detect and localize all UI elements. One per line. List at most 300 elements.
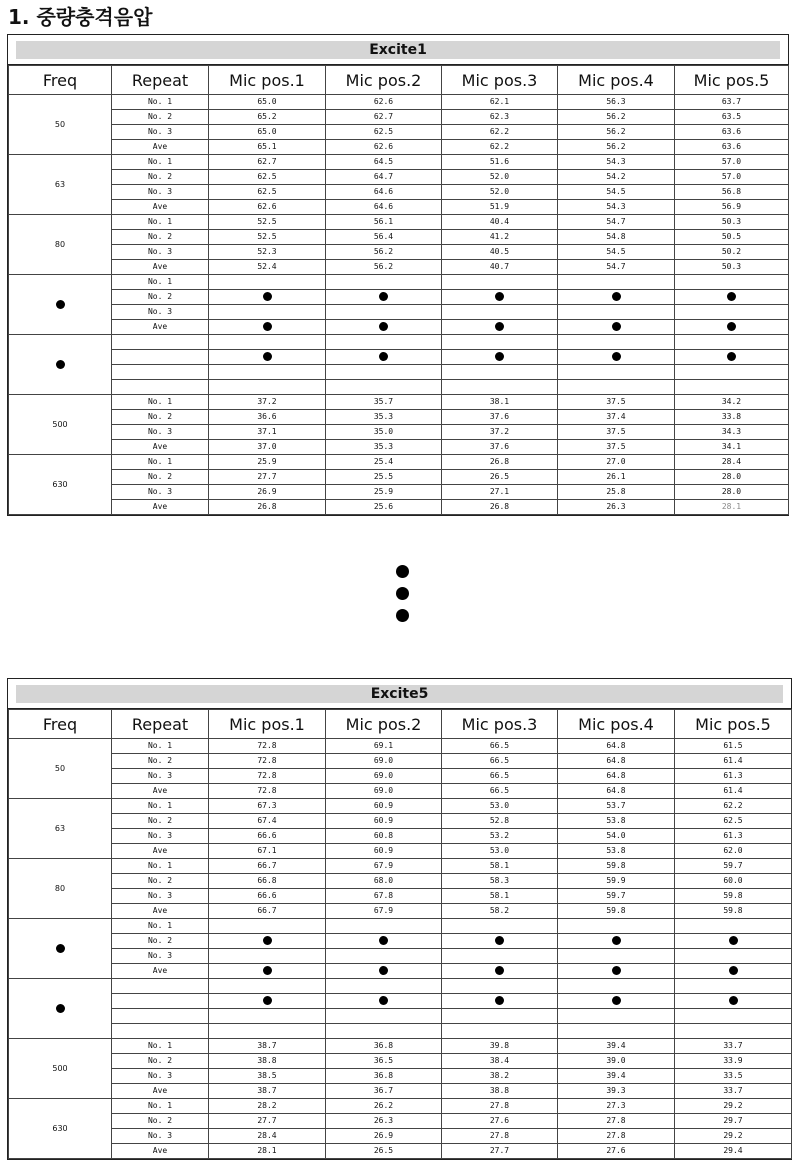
- value-cell: [558, 275, 675, 290]
- table-row: [9, 979, 792, 994]
- value-cell: 64.8: [558, 754, 675, 769]
- value-cell: [558, 1024, 675, 1039]
- value-cell: 35.7: [326, 395, 442, 410]
- value-cell: 56.2: [558, 110, 675, 125]
- dot-icon: [263, 292, 272, 301]
- value-cell: 28.1: [675, 500, 789, 515]
- freq-cell: [9, 919, 112, 979]
- table-row: [9, 335, 789, 350]
- dot-icon: [729, 936, 738, 945]
- table-row: [9, 95, 789, 110]
- value-cell: 56.2: [558, 125, 675, 140]
- value-cell: 66.6: [209, 829, 326, 844]
- table-row: [9, 395, 789, 410]
- value-cell: 56.8: [675, 185, 789, 200]
- value-cell: [558, 1009, 675, 1024]
- repeat-cell: Ave: [112, 964, 209, 979]
- repeat-cell: Ave: [112, 320, 209, 335]
- value-cell: 64.8: [558, 784, 675, 799]
- repeat-cell: [112, 335, 209, 350]
- excite1-table: [7, 34, 789, 516]
- value-cell: 64.5: [326, 155, 442, 170]
- table-row: [9, 784, 792, 799]
- value-cell: 36.8: [326, 1039, 442, 1054]
- value-cell: [209, 979, 326, 994]
- value-cell: 59.7: [675, 859, 792, 874]
- repeat-cell: No. 2: [112, 470, 209, 485]
- value-cell: 62.2: [442, 140, 558, 155]
- value-cell: 62.2: [442, 125, 558, 140]
- value-cell: 35.0: [326, 425, 442, 440]
- dot-icon: [263, 936, 272, 945]
- value-cell: [326, 1009, 442, 1024]
- value-cell: 41.2: [442, 230, 558, 245]
- table-row: [9, 829, 792, 844]
- value-cell: 33.5: [675, 1069, 792, 1084]
- value-cell: 39.0: [558, 1054, 675, 1069]
- value-cell: 72.8: [209, 739, 326, 754]
- dot-icon: [379, 936, 388, 945]
- value-cell: [558, 335, 675, 350]
- value-cell: 52.0: [442, 170, 558, 185]
- value-cell: 26.3: [326, 1114, 442, 1129]
- value-cell: 69.0: [326, 754, 442, 769]
- dot-icon: [263, 996, 272, 1005]
- value-cell: 56.2: [326, 260, 442, 275]
- value-cell: [558, 964, 675, 979]
- value-cell: [558, 290, 675, 305]
- table-row: [9, 200, 789, 215]
- table-row: [9, 215, 789, 230]
- table-row: [9, 934, 792, 949]
- freq-cell: 63: [9, 799, 112, 859]
- table-row: [9, 440, 789, 455]
- value-cell: [675, 380, 789, 395]
- value-cell: 39.4: [558, 1069, 675, 1084]
- value-cell: 38.5: [209, 1069, 326, 1084]
- dot-icon: [612, 352, 621, 361]
- value-cell: [675, 919, 792, 934]
- column-header: Repeat: [112, 710, 209, 739]
- repeat-cell: No. 2: [112, 754, 209, 769]
- value-cell: [558, 365, 675, 380]
- value-cell: 62.7: [326, 110, 442, 125]
- dot-icon: [495, 352, 504, 361]
- table-row: [9, 994, 792, 1009]
- value-cell: [442, 979, 558, 994]
- table-row: [9, 260, 789, 275]
- value-cell: [558, 979, 675, 994]
- value-cell: [326, 380, 442, 395]
- table-row: [9, 110, 789, 125]
- value-cell: 53.8: [558, 844, 675, 859]
- value-cell: [675, 275, 789, 290]
- value-cell: [209, 290, 326, 305]
- value-cell: 29.2: [675, 1099, 792, 1114]
- value-cell: [326, 979, 442, 994]
- value-cell: 54.5: [558, 245, 675, 260]
- value-cell: [209, 350, 326, 365]
- value-cell: 56.9: [675, 200, 789, 215]
- repeat-cell: No. 1: [112, 739, 209, 754]
- value-cell: [675, 320, 789, 335]
- value-cell: 37.5: [558, 395, 675, 410]
- table-row: [9, 949, 792, 964]
- value-cell: [209, 934, 326, 949]
- value-cell: 37.4: [558, 410, 675, 425]
- table-row: [9, 1099, 792, 1114]
- value-cell: [326, 290, 442, 305]
- repeat-cell: No. 1: [112, 95, 209, 110]
- value-cell: [209, 335, 326, 350]
- value-cell: 54.8: [558, 230, 675, 245]
- value-cell: 33.7: [675, 1084, 792, 1099]
- table-row: [9, 904, 792, 919]
- value-cell: 67.4: [209, 814, 326, 829]
- dot-icon: [495, 322, 504, 331]
- column-header: Repeat: [112, 66, 209, 95]
- value-cell: [209, 380, 326, 395]
- value-cell: 61.3: [675, 769, 792, 784]
- value-cell: 29.7: [675, 1114, 792, 1129]
- repeat-cell: No. 2: [112, 410, 209, 425]
- value-cell: [209, 275, 326, 290]
- table-row: [9, 125, 789, 140]
- value-cell: 62.3: [442, 110, 558, 125]
- value-cell: 66.5: [442, 739, 558, 754]
- value-cell: [326, 350, 442, 365]
- dot-icon: [56, 944, 65, 953]
- table-row: [9, 155, 789, 170]
- value-cell: 26.3: [558, 500, 675, 515]
- value-cell: 27.8: [442, 1129, 558, 1144]
- value-cell: 57.0: [675, 155, 789, 170]
- column-header: Freq: [9, 66, 112, 95]
- value-cell: 60.9: [326, 844, 442, 859]
- value-cell: 27.7: [209, 1114, 326, 1129]
- value-cell: 63.6: [675, 140, 789, 155]
- value-cell: 38.7: [209, 1039, 326, 1054]
- value-cell: 72.8: [209, 769, 326, 784]
- excite1-grid: [8, 65, 789, 515]
- repeat-cell: No. 1: [112, 1039, 209, 1054]
- value-cell: 37.5: [558, 440, 675, 455]
- value-cell: 64.8: [558, 739, 675, 754]
- value-cell: [326, 994, 442, 1009]
- value-cell: 62.6: [326, 140, 442, 155]
- value-cell: 40.4: [442, 215, 558, 230]
- value-cell: 25.8: [558, 485, 675, 500]
- vertical-ellipsis-icon: [396, 565, 409, 631]
- value-cell: [209, 919, 326, 934]
- repeat-cell: No. 1: [112, 455, 209, 470]
- value-cell: [675, 305, 789, 320]
- value-cell: 26.9: [326, 1129, 442, 1144]
- page-title: 1. 중량충격음압: [8, 5, 153, 29]
- value-cell: 51.6: [442, 155, 558, 170]
- value-cell: 53.0: [442, 799, 558, 814]
- repeat-cell: No. 1: [112, 859, 209, 874]
- table-title: Excite1: [16, 41, 780, 59]
- value-cell: 64.7: [326, 170, 442, 185]
- freq-cell: 500: [9, 395, 112, 455]
- value-cell: 58.1: [442, 889, 558, 904]
- repeat-cell: No. 1: [112, 275, 209, 290]
- value-cell: 51.9: [442, 200, 558, 215]
- repeat-cell: No. 2: [112, 1054, 209, 1069]
- value-cell: 66.5: [442, 784, 558, 799]
- dot-icon: [727, 292, 736, 301]
- value-cell: 56.3: [558, 95, 675, 110]
- value-cell: [675, 290, 789, 305]
- value-cell: [209, 994, 326, 1009]
- value-cell: [442, 934, 558, 949]
- dot-icon: [263, 966, 272, 975]
- column-header: Mic pos.2: [326, 710, 442, 739]
- repeat-cell: No. 1: [112, 919, 209, 934]
- value-cell: 72.8: [209, 754, 326, 769]
- value-cell: 27.7: [442, 1144, 558, 1159]
- table-row: [9, 290, 789, 305]
- value-cell: 56.2: [558, 140, 675, 155]
- value-cell: 26.8: [442, 500, 558, 515]
- repeat-cell: [112, 1009, 209, 1024]
- table-row: [9, 754, 792, 769]
- table-row: [9, 769, 792, 784]
- column-header: Mic pos.5: [675, 710, 792, 739]
- table-row: [9, 410, 789, 425]
- value-cell: 36.5: [326, 1054, 442, 1069]
- table-row: [9, 305, 789, 320]
- dot-icon: [263, 352, 272, 361]
- value-cell: 39.8: [442, 1039, 558, 1054]
- table-row: [9, 1009, 792, 1024]
- value-cell: [442, 994, 558, 1009]
- value-cell: 28.0: [675, 485, 789, 500]
- table-row: [9, 350, 789, 365]
- value-cell: 38.1: [442, 395, 558, 410]
- column-header: Mic pos.4: [558, 66, 675, 95]
- repeat-cell: No. 3: [112, 425, 209, 440]
- value-cell: 50.2: [675, 245, 789, 260]
- value-cell: 62.0: [675, 844, 792, 859]
- value-cell: 62.6: [209, 200, 326, 215]
- repeat-cell: [112, 979, 209, 994]
- value-cell: [326, 365, 442, 380]
- header-row: [9, 710, 792, 739]
- table-row: [9, 275, 789, 290]
- value-cell: 69.1: [326, 739, 442, 754]
- freq-cell: 50: [9, 95, 112, 155]
- repeat-cell: No. 2: [112, 110, 209, 125]
- dot-icon: [495, 966, 504, 975]
- value-cell: 66.7: [209, 904, 326, 919]
- repeat-cell: Ave: [112, 1084, 209, 1099]
- dot-icon: [379, 966, 388, 975]
- value-cell: 52.4: [209, 260, 326, 275]
- table-row: [9, 1024, 792, 1039]
- value-cell: 29.2: [675, 1129, 792, 1144]
- value-cell: 38.8: [209, 1054, 326, 1069]
- value-cell: [558, 919, 675, 934]
- dot-icon: [727, 322, 736, 331]
- value-cell: 64.8: [558, 769, 675, 784]
- dot-icon: [729, 966, 738, 975]
- value-cell: 53.7: [558, 799, 675, 814]
- value-cell: 27.7: [209, 470, 326, 485]
- value-cell: 52.8: [442, 814, 558, 829]
- value-cell: 40.7: [442, 260, 558, 275]
- value-cell: 27.6: [558, 1144, 675, 1159]
- freq-cell: 630: [9, 1099, 112, 1159]
- value-cell: [442, 290, 558, 305]
- value-cell: 38.8: [442, 1084, 558, 1099]
- value-cell: 33.8: [675, 410, 789, 425]
- repeat-cell: Ave: [112, 844, 209, 859]
- value-cell: 34.1: [675, 440, 789, 455]
- table-row: [9, 799, 792, 814]
- value-cell: 61.4: [675, 784, 792, 799]
- value-cell: 50.3: [675, 260, 789, 275]
- value-cell: 50.5: [675, 230, 789, 245]
- value-cell: 65.1: [209, 140, 326, 155]
- repeat-cell: No. 1: [112, 799, 209, 814]
- value-cell: 60.8: [326, 829, 442, 844]
- dot-icon: [495, 996, 504, 1005]
- value-cell: 26.5: [442, 470, 558, 485]
- value-cell: 25.9: [326, 485, 442, 500]
- value-cell: 28.1: [209, 1144, 326, 1159]
- value-cell: 37.5: [558, 425, 675, 440]
- value-cell: 37.0: [209, 440, 326, 455]
- column-header: Mic pos.2: [326, 66, 442, 95]
- value-cell: 58.1: [442, 859, 558, 874]
- repeat-cell: No. 2: [112, 230, 209, 245]
- dot-icon: [495, 936, 504, 945]
- value-cell: [442, 919, 558, 934]
- repeat-cell: No. 2: [112, 814, 209, 829]
- value-cell: 63.5: [675, 110, 789, 125]
- value-cell: 54.5: [558, 185, 675, 200]
- value-cell: 56.4: [326, 230, 442, 245]
- value-cell: 62.5: [209, 170, 326, 185]
- ellipsis-dot: [396, 565, 409, 578]
- value-cell: [442, 275, 558, 290]
- value-cell: 66.5: [442, 754, 558, 769]
- value-cell: [326, 949, 442, 964]
- table-title-row: [8, 35, 788, 65]
- table-row: [9, 739, 792, 754]
- table-row: [9, 964, 792, 979]
- value-cell: 59.7: [558, 889, 675, 904]
- repeat-cell: No. 3: [112, 1129, 209, 1144]
- repeat-cell: Ave: [112, 500, 209, 515]
- value-cell: 63.7: [675, 95, 789, 110]
- value-cell: [326, 1024, 442, 1039]
- dot-icon: [379, 996, 388, 1005]
- value-cell: [558, 949, 675, 964]
- dot-icon: [56, 1004, 65, 1013]
- value-cell: 28.0: [675, 470, 789, 485]
- column-header: Freq: [9, 710, 112, 739]
- value-cell: [209, 1009, 326, 1024]
- value-cell: [675, 365, 789, 380]
- value-cell: 54.0: [558, 829, 675, 844]
- repeat-cell: No. 3: [112, 125, 209, 140]
- table-row: [9, 1069, 792, 1084]
- freq-cell: 630: [9, 455, 112, 515]
- value-cell: 25.5: [326, 470, 442, 485]
- value-cell: 66.5: [442, 769, 558, 784]
- value-cell: 37.6: [442, 440, 558, 455]
- dot-icon: [495, 292, 504, 301]
- table-row: [9, 1039, 792, 1054]
- dot-icon: [612, 292, 621, 301]
- table-row: [9, 500, 789, 515]
- table-row: [9, 425, 789, 440]
- table-row: [9, 814, 792, 829]
- value-cell: 62.5: [209, 185, 326, 200]
- value-cell: 26.9: [209, 485, 326, 500]
- table-row: [9, 470, 789, 485]
- value-cell: 27.8: [558, 1129, 675, 1144]
- value-cell: 35.3: [326, 410, 442, 425]
- value-cell: 62.5: [675, 814, 792, 829]
- freq-cell: [9, 275, 112, 335]
- value-cell: 65.2: [209, 110, 326, 125]
- value-cell: 54.3: [558, 155, 675, 170]
- value-cell: 64.6: [326, 185, 442, 200]
- value-cell: 33.7: [675, 1039, 792, 1054]
- value-cell: 28.2: [209, 1099, 326, 1114]
- value-cell: 35.3: [326, 440, 442, 455]
- value-cell: 26.2: [326, 1099, 442, 1114]
- value-cell: [209, 320, 326, 335]
- value-cell: 36.6: [209, 410, 326, 425]
- value-cell: 53.0: [442, 844, 558, 859]
- value-cell: [326, 305, 442, 320]
- repeat-cell: No. 3: [112, 185, 209, 200]
- repeat-cell: No. 3: [112, 829, 209, 844]
- column-header: Mic pos.3: [442, 66, 558, 95]
- table-row: [9, 889, 792, 904]
- dot-icon: [379, 292, 388, 301]
- value-cell: [675, 979, 792, 994]
- value-cell: 67.8: [326, 889, 442, 904]
- dot-icon: [56, 300, 65, 309]
- column-header: Mic pos.3: [442, 710, 558, 739]
- value-cell: 39.3: [558, 1084, 675, 1099]
- value-cell: [558, 934, 675, 949]
- value-cell: 27.8: [442, 1099, 558, 1114]
- repeat-cell: [112, 350, 209, 365]
- value-cell: 61.3: [675, 829, 792, 844]
- value-cell: 65.0: [209, 125, 326, 140]
- table-row: [9, 170, 789, 185]
- table-row: [9, 140, 789, 155]
- value-cell: 29.4: [675, 1144, 792, 1159]
- value-cell: 25.6: [326, 500, 442, 515]
- dot-icon: [729, 996, 738, 1005]
- value-cell: [326, 275, 442, 290]
- value-cell: [442, 380, 558, 395]
- value-cell: 37.2: [209, 395, 326, 410]
- value-cell: 26.8: [209, 500, 326, 515]
- repeat-cell: No. 1: [112, 155, 209, 170]
- table-row: [9, 1144, 792, 1159]
- value-cell: 59.9: [558, 874, 675, 889]
- repeat-cell: No. 2: [112, 934, 209, 949]
